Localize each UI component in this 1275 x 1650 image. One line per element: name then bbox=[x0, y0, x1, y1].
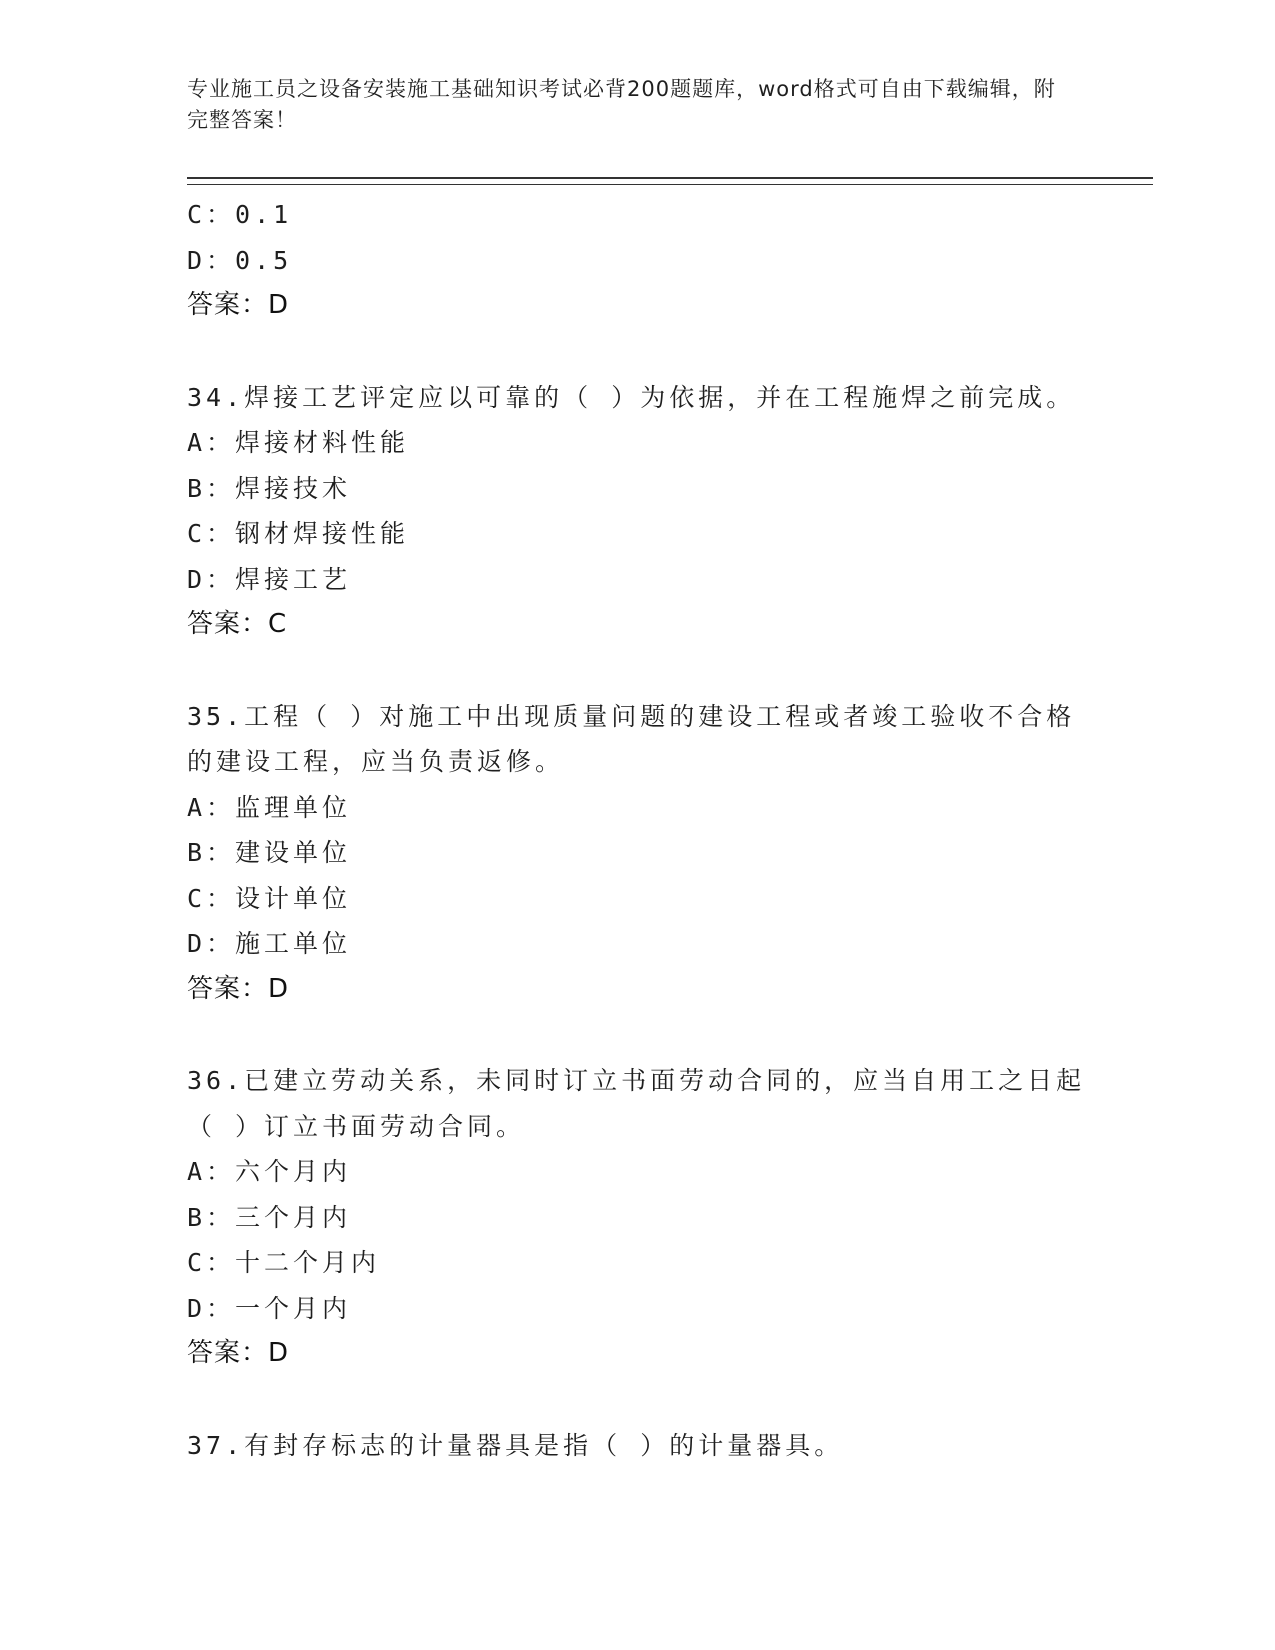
option-a: A：监理单位 bbox=[187, 792, 352, 822]
spacer bbox=[187, 648, 1087, 694]
spacer bbox=[187, 1012, 1087, 1058]
page-header-title: 专业施工员之设备安装施工基础知识考试必背200题题库，word格式可自由下载编辑，附完整答案！ bbox=[187, 77, 1056, 132]
spacer bbox=[187, 1377, 1087, 1423]
answer-line: 答案：D bbox=[187, 973, 290, 1004]
answer-line: 答案：D bbox=[187, 1338, 290, 1368]
question-34 bbox=[187, 375, 1087, 648]
option-a: A：焊接材料性能 bbox=[187, 428, 410, 457]
question-35 bbox=[187, 694, 1087, 1013]
question-text: 34.焊接工艺评定应以可靠的（ ）为依据，并在工程施焊之前完成。 bbox=[187, 382, 1076, 412]
question-text-line-2: （ ）订立书面劳动合同。 bbox=[187, 1111, 526, 1141]
question-37 bbox=[187, 1423, 1087, 1469]
option-c: C：设计单位 bbox=[187, 883, 352, 913]
option-d: D：施工单位 bbox=[187, 929, 352, 958]
spacer bbox=[187, 329, 1087, 375]
option-c: C：0.1 bbox=[187, 200, 293, 229]
question-text-line-1: 35.工程（ ）对施工中出现质量问题的建设工程或者竣工验收不合格 bbox=[187, 701, 1076, 731]
header-divider bbox=[187, 177, 1153, 185]
question-text-line-2: 的建设工程，应当负责返修。 bbox=[187, 747, 565, 776]
question-list bbox=[187, 192, 1087, 1468]
question-text-line-1: 36.已建立劳动关系，未同时订立书面劳动合同的，应当自用工之日起 bbox=[187, 1066, 1086, 1095]
option-c: C：十二个月内 bbox=[187, 1248, 381, 1277]
answer-line: 答案：C bbox=[187, 609, 288, 639]
question-33-fragment bbox=[187, 192, 1087, 329]
option-c: C：钢材焊接性能 bbox=[187, 519, 410, 548]
question-text: 37.有封存标志的计量器具是指（ ）的计量器具。 bbox=[187, 1430, 844, 1460]
answer-line: 答案：D bbox=[187, 290, 290, 320]
option-b: B：焊接技术 bbox=[187, 473, 352, 503]
option-d: D：0.5 bbox=[187, 245, 293, 275]
question-36 bbox=[187, 1058, 1087, 1377]
option-a: A：六个月内 bbox=[187, 1157, 352, 1186]
option-d: D：焊接工艺 bbox=[187, 564, 352, 594]
option-b: B：三个月内 bbox=[187, 1202, 352, 1232]
option-b: B：建设单位 bbox=[187, 838, 352, 867]
option-d: D：一个月内 bbox=[187, 1293, 352, 1323]
